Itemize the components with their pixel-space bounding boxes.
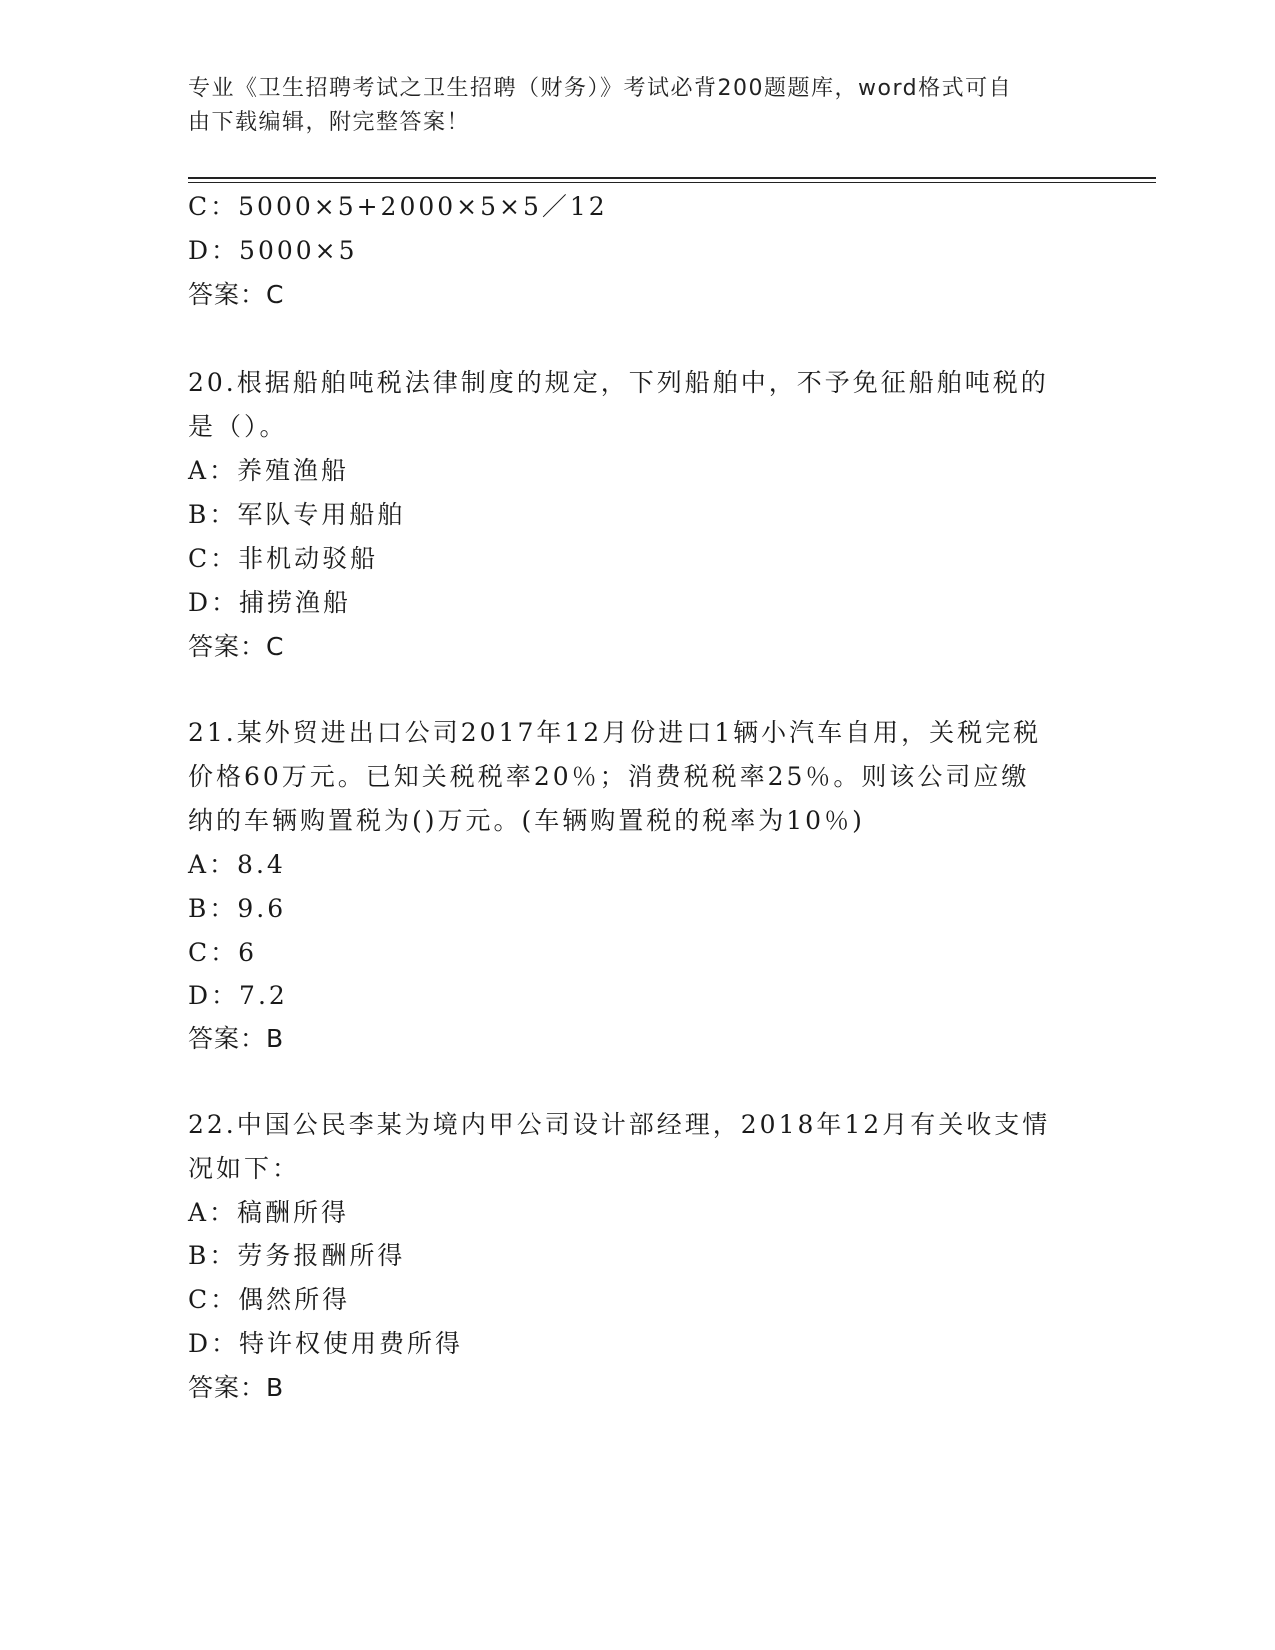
q21-stem-line-3: 纳的车辆购置税为()万元。(车辆购置税的税率为10％) [188,806,865,835]
header-line-2: 由下载编辑，附完整答案！ [188,110,471,135]
q22-stem-line-1: 22.中国公民李某为境内甲公司设计部经理，2018年12月有关收支情 [188,1110,1051,1139]
q19-answer: 答案：C [188,280,285,309]
q21-option-c: C：6 [188,938,258,967]
q22-option-b: B：劳务报酬所得 [188,1241,406,1270]
q21-option-b: B：9.6 [188,894,287,923]
q20-option-d: D：捕捞渔船 [188,588,352,617]
q20-option-a: A：养殖渔船 [188,456,350,485]
document-header [188,72,1068,140]
q21-option-d: D：7.2 [188,981,288,1010]
q22-stem-line-2: 况如下： [188,1154,301,1183]
q19-option-c: C：5000×5+2000×5×5／12 [188,192,608,221]
q20-option-b: B：军队专用船舶 [188,500,406,529]
q22-option-a: A：稿酬所得 [188,1198,350,1227]
q20-option-c: C：非机动驳船 [188,544,379,573]
q20-stem-line-2: 是（）。 [188,412,288,441]
q22-option-c: C：偶然所得 [188,1285,351,1314]
q21-option-a: A：8.4 [188,850,286,879]
q21-stem-line-2: 价格60万元。已知关税税率20％；消费税税率25％。则该公司应缴 [188,762,1030,791]
header-divider-thin [188,182,1156,183]
q19-option-d: D：5000×5 [188,236,358,265]
q21-stem-line-1: 21.某外贸进出口公司2017年12月份进口1辆小汽车自用，关税完税 [188,718,1042,747]
header-divider-thick [188,177,1156,179]
q20-answer: 答案：C [188,632,285,661]
q22-option-d: D：特许权使用费所得 [188,1329,464,1358]
q20-stem-line-1: 20.根据船舶吨税法律制度的规定，下列船舶中，不予免征船舶吨税的 [188,368,1049,397]
q21-answer: 答案：B [188,1024,285,1053]
q22-answer: 答案：B [188,1373,285,1402]
header-line-1: 专业《卫生招聘考试之卫生招聘（财务）》考试必背200题题库，word格式可自 [188,76,1013,101]
